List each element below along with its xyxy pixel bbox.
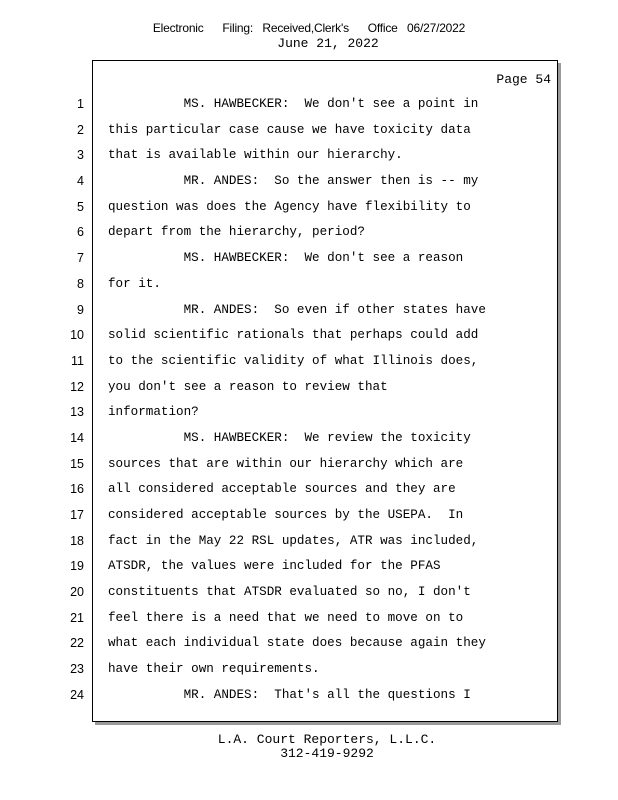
transcript-line: that is available within our hierarchy. [108,148,403,163]
transcript-line: sources that are within our hierarchy which are [108,456,464,471]
filing-date: 06/27/2022 [407,21,466,35]
transcript-line: this particular case cause we have toxicity data [108,122,471,137]
transcript-line: question was does the Agency have flexibility to [108,199,471,214]
line-number: 24 [70,687,84,702]
filing-stamp [0,21,618,35]
transcript-line: constituents that ATSDR evaluated so no, I don't [108,585,471,600]
transcript-line: MR. ANDES: So the answer then is -- my [108,174,479,189]
line-number: 7 [77,251,84,266]
filing-label: Filing: [222,21,254,35]
line-number: 1 [77,97,84,111]
transcript-line: MS. HAWBECKER: We don't see a reason [108,251,464,266]
transcript-line: all considered acceptable sources and they are [108,482,456,497]
court-reporter-footer [0,733,618,761]
filing-received: Received,Clerk's [262,21,349,35]
line-number: 9 [77,302,84,317]
line-number: 8 [77,276,84,291]
line-number: 19 [70,559,84,574]
transcript-line: you don't see a reason to review that [108,379,388,394]
transcript-line: information? [108,405,199,420]
transcript-line: what each individual state does because again they [108,636,486,651]
line-number: 6 [77,225,84,240]
line-number: 15 [70,456,84,471]
line-number: 3 [77,148,84,163]
line-number: 22 [70,636,84,651]
court-reporter-name: L.A. Court Reporters, L.L.C. [217,732,437,747]
transcript-line: have their own requirements. [108,662,320,677]
filing-electronic: Electronic [152,21,204,35]
line-number: 12 [70,379,84,394]
hearing-date: June 21, 2022 [277,36,379,51]
transcript-line: for it. [108,276,161,291]
line-number: 11 [71,353,84,368]
transcript-line: to the scientific validity of what Illinois does, [108,353,479,368]
transcript-text [108,92,548,709]
line-number: 14 [70,430,84,445]
transcript-line: MR. ANDES: So even if other states have [108,302,486,317]
line-number: 5 [77,199,84,214]
court-reporter-phone: 312-419-9292 [280,746,374,761]
page-number: Page 54 [496,72,551,87]
line-number: 20 [70,585,84,600]
line-number-column [62,92,84,709]
transcript-line: solid scientific rationals that perhaps could add [108,328,479,343]
transcript-line: MS. HAWBECKER: We review the toxicity [108,430,471,445]
line-number: 2 [77,122,84,137]
transcript-line: depart from the hierarchy, period? [108,225,365,240]
transcript-line: feel there is a need that we need to move on to [108,610,464,625]
line-number: 4 [77,174,84,189]
filing-office: Office [367,21,398,35]
transcript-line: ATSDR, the values were included for the PFAS [108,559,441,574]
line-number: 18 [70,533,84,548]
line-number: 16 [70,482,84,497]
transcript-line: considered acceptable sources by the USEPA. In [108,508,464,522]
line-number: 21 [70,610,84,625]
line-number: 17 [70,508,84,522]
transcript-line: MR. ANDES: That's all the questions I [108,687,471,702]
transcript-line: fact in the May 22 RSL updates, ATR was included, [108,533,479,548]
line-number: 13 [70,405,84,420]
transcript-line: MS. HAWBECKER: We don't see a point in [108,97,479,111]
line-number: 23 [70,662,84,677]
line-number: 10 [70,328,84,343]
